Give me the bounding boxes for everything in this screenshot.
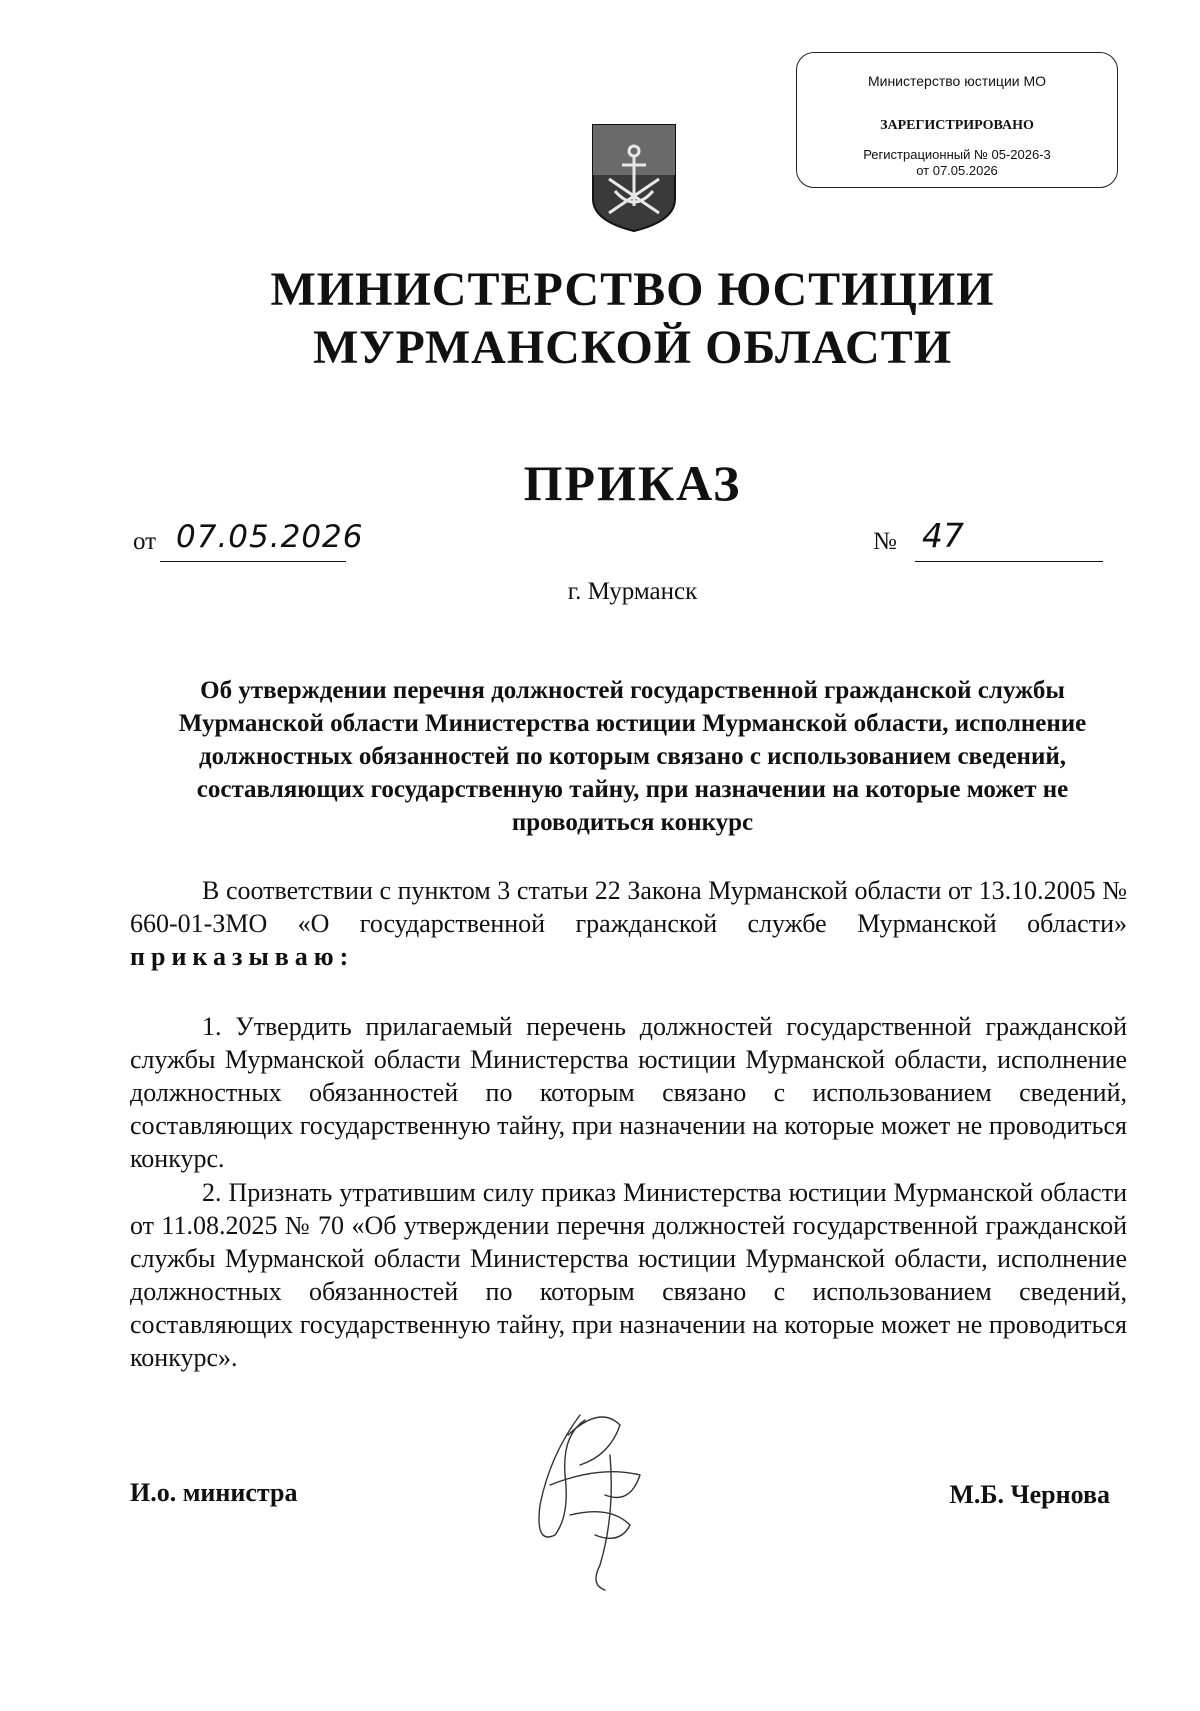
ministry-name-line1: МИНИСТЕРСТВО ЮСТИЦИИ [270, 263, 995, 316]
registration-stamp [796, 52, 1118, 188]
document-title: Об утверждении перечня должностей государственной гражданской службы Мурманской области Министерства юстиции Мурманской области, исполнение должностных обязанностей по которым связано с использованием сведений, составляющих государственную тайну, при назначении на которые может не проводиться конкурс [178, 677, 1087, 836]
signer-position: И.о. министра [130, 1478, 298, 1507]
preamble-text: В соответствии с пунктом 3 статьи 22 Закона Мурманской области от 13.10.2005 № 660-01-ЗМО «О государственной гражданской службе Мурманской области» [130, 876, 1127, 938]
order-item-1: 1. Утвердить прилагаемый перечень должностей государственной гражданской службы Мурманской области Министерства юстиции Мурманской области, исполнение должностных обязанностей по которым связано с использованием сведений, составляющих государственную тайну, при назначении на которые может не проводиться конкурс. [130, 1012, 1127, 1173]
city: г. Мурманск [567, 578, 698, 605]
ministry-name-line2: МУРМАНСКОЙ ОБЛАСТИ [312, 321, 953, 374]
stamp-status: ЗАРЕГИСТРИРОВАНО [880, 118, 1034, 133]
date-prefix: от [133, 528, 157, 555]
coat-of-arms-icon [589, 121, 679, 233]
number-underline [915, 561, 1103, 562]
signer-name: М.Б. Чернова [949, 1480, 1110, 1509]
date-underline [160, 561, 346, 562]
preamble-paragraph [130, 874, 1127, 973]
order-item-2: 2. Признать утратившим силу приказ Министерства юстиции Мурманской области от 11.08.2025 № 70 «Об утверждении перечня должностей государственной гражданской службы Мурманской области Министерства юстиции Мурманской области, исполнение должностных обязанностей по которым связано с использованием сведений, составляющих государственную тайну, при назначении на которые может не проводиться конкурс». [130, 1178, 1127, 1372]
document-number: 47 [922, 516, 964, 555]
handwritten-signature [510, 1395, 670, 1605]
stamp-organization: Министерство юстиции МО [867, 73, 1047, 89]
document-type: ПРИКАЗ [523, 455, 742, 511]
stamp-reg-date: от 07.05.2026 [916, 163, 998, 178]
number-prefix: № [873, 528, 897, 555]
stamp-registration [797, 147, 1117, 179]
stamp-reg-number: Регистрационный № 05-2026-3 [863, 147, 1051, 162]
document-date: 07.05.2026 [176, 519, 364, 555]
order-word: приказываю: [130, 942, 355, 971]
